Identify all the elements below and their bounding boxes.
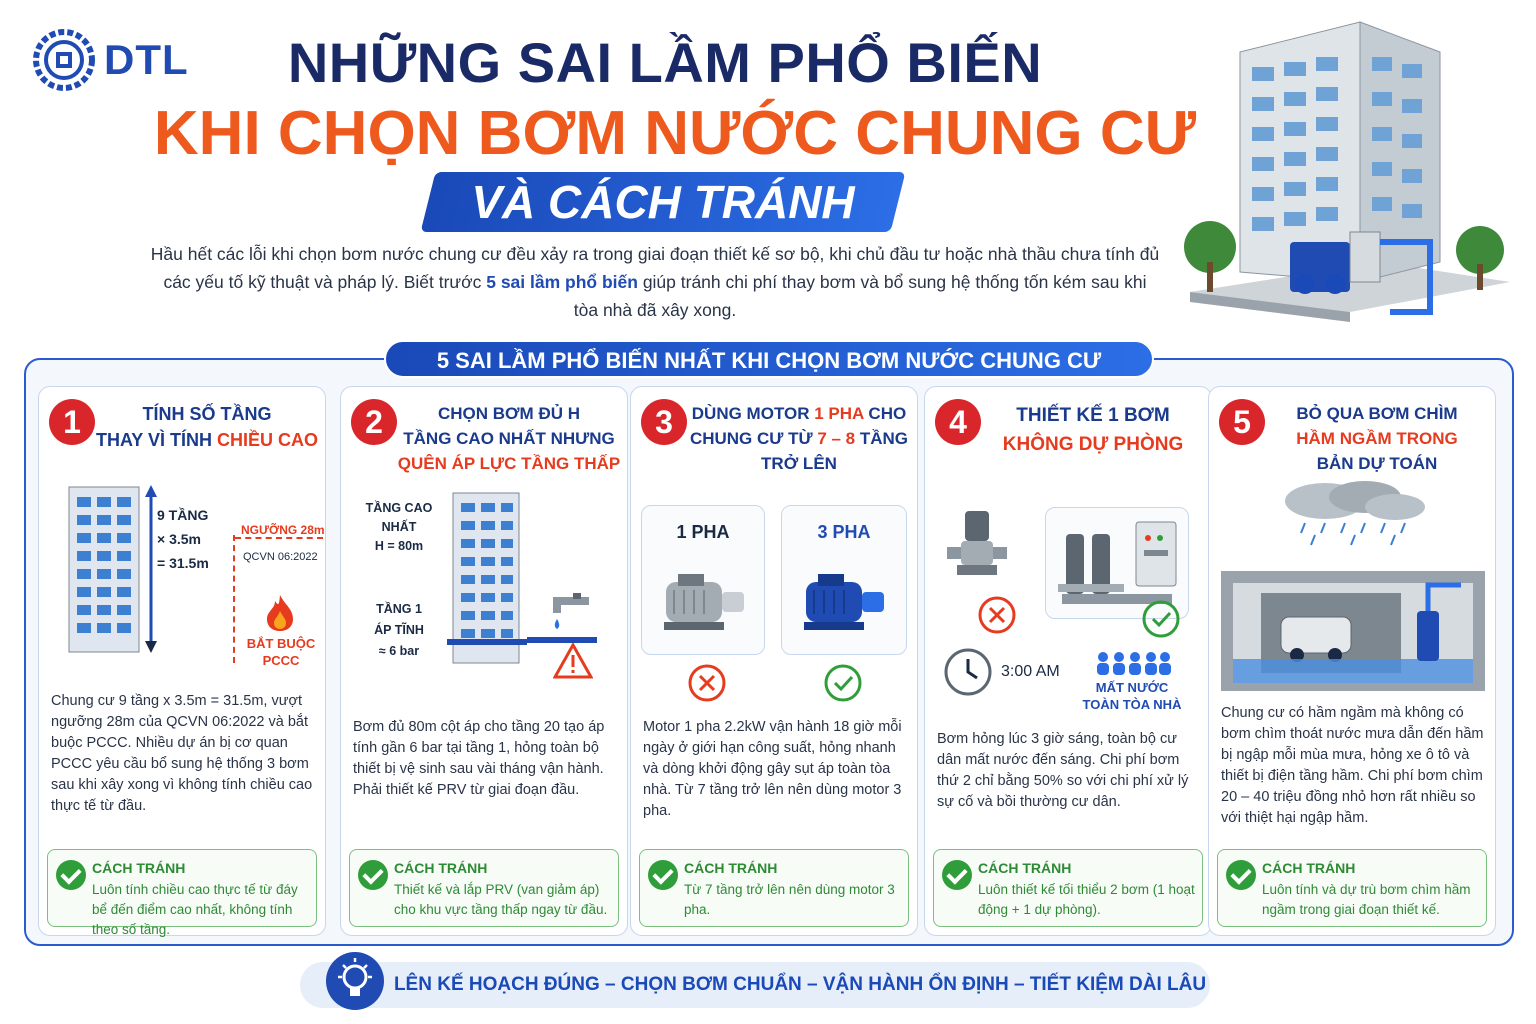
threshold-label: NGƯỠNG 28m [241,523,325,537]
flooded-basement-icon [1221,571,1485,691]
card-description: Chung cư 9 tầng x 3.5m = 31.5m, vượt ngưỡng 28m của QCVN 06:2022 và bắt buộc PCCC. Nhiều dự án bị cơ quan PCCC yêu cầu bổ sung hệ thống 3 bơm sau khi xây xong vì không tính chiều cao thực tế từ đầu. [51,693,313,814]
motor-1-pha-icon [656,568,752,638]
card-description: Chung cư có hầm ngầm mà không có bơm chìm thoát nước mưa dẫn đến hầm bị ngập mỗi mùa mưa, hỏng xe ô tô và thiết bị điện tầng hầm. Chi phí bơm chìm 20 – 40 triệu đồng nhỏ hơn rất nhiều so với thiệt hại ngập hầm. [1221,705,1484,826]
card-description: Bơm đủ 80m cột áp cho tầng 20 tạo áp tính gần 6 bar tại tầng 1, hỏng toàn bộ thiết bị vệ sinh sau vài tháng vận hành. Phải thiết kế PRV từ giai đoạn đầu. [353,719,605,798]
mistake-card-1 [38,386,326,936]
apartment-building-illustration [1180,12,1520,332]
card-title: CHỌN BƠM ĐỦ H TẦNG CAO NHẤT NHƯNG QUÊN ÁP LỰC TẦNG THẤP [397,404,621,473]
check-icon [56,860,86,890]
wrong-icon [687,663,727,703]
top-floor-label: TẦNG CAO NHẤT H = 80m [365,501,433,553]
card-number: 4 [935,399,981,445]
total-height-label: = 31.5m [157,555,209,571]
brand-name: DTL [104,36,189,83]
avoid-label: CÁCH TRÁNH [92,860,186,876]
tall-building-icon [447,489,527,669]
faucet-icon [551,593,601,633]
footer-slogan: LÊN KẾ HOẠCH ĐÚNG – CHỌN BƠM CHUẨN – VẬN HÀNH ỔN ĐỊNH – TIẾT KIỆM DÀI LÂU [393,974,1207,995]
avoid-label: CÁCH TRÁNH [394,860,488,876]
water-loss-label: MẤT NƯỚC TOÀN TÒA NHÀ [1082,680,1182,712]
avoid-label: CÁCH TRÁNH [978,860,1072,876]
residents-icon [1093,649,1173,679]
mistake-card-4 [924,386,1212,936]
motor-3-pha-icon [796,568,892,638]
avoid-label: CÁCH TRÁNH [1262,860,1356,876]
single-pump-icon [947,507,1007,587]
mistake-card-3 [630,386,918,936]
avoid-text: Thiết kế và lắp PRV (van giảm áp) cho khu vực tầng thấp ngay từ đầu. [394,882,608,917]
intro-highlight: 5 sai lầm phổ biến [486,272,638,292]
ribbon-title: VÀ CÁCH TRÁNH [471,176,855,228]
card-title: BỎ QUA BƠM CHÌM HẦM NGẦM TRONG BẢN DỰ TOÁN [1296,404,1458,473]
avoid-box [1217,849,1487,927]
fire-icon [263,593,297,633]
correct-icon [823,663,863,703]
option-3-pha [781,505,907,655]
clock-icon [943,647,993,697]
time-label: 3:00 AM [1001,663,1060,680]
warning-icon [553,643,593,679]
avoid-text: Từ 7 tầng trở lên nên dùng motor 3 pha. [684,882,895,917]
avoid-text: Luôn thiết kế tối thiểu 2 bơm (1 hoạt động + 1 dự phòng). [978,882,1195,917]
avoid-box [349,849,619,927]
correct-icon [1141,599,1181,639]
mistake-card-2 [340,386,628,936]
avoid-box [933,849,1203,927]
card-title: DÙNG MOTOR 1 PHA CHO CHUNG CƯ TỪ 7 – 8 TẦNG TRỞ LÊN [689,404,909,473]
intro-paragraph: Hầu hết các lỗi khi chọn bơm nước chung cư đều xảy ra trong giai đoạn thiết kế sơ bộ, khi chủ đầu tư hoặc nhà thầu chưa tính đủ các yếu tố kỹ thuật và pháp lý. Biết trước 5 sai lầm phổ biến giúp tránh chi phí thay bơm và bổ sung hệ thống tốn kém sau khi tòa nhà đã xây xong. [150,244,1160,320]
floor-height-label: × 3.5m [157,531,201,547]
card-description: Motor 1 pha 2.2kW vận hành 18 giờ mỗi ngày ở giới hạn công suất, hỏng nhanh và dòng khởi động gây sụt áp toàn tòa nhà. Từ 7 tầng trở lên nên dùng motor 3 pha. [643,719,902,819]
card-number: 1 [49,399,95,445]
floors-label: 9 TẦNG [157,507,209,523]
lightbulb-icon [326,952,384,1010]
low-floor-label: TẦNG 1 ÁP TĨNH ≈ 6 bar [374,602,424,658]
footer-icon-badge [326,952,384,1010]
card-number: 2 [351,399,397,445]
rain-cloud-icon [1265,479,1435,549]
card-number: 5 [1219,399,1265,445]
threshold-line [235,537,323,539]
avoid-text: Luôn tính và dự trù bơm chìm hầm ngầm trong giai đoạn thiết kế. [1262,882,1471,917]
check-icon [648,860,678,890]
card-title: TÍNH SỐ TẦNG THAY VÌ TÍNH CHIỀU CAO [95,404,319,450]
title-line-2: KHI CHỌN BƠM NƯỚC CHUNG CƯ [153,99,1197,168]
title-line-1: NHỮNG SAI LẦM PHỔ BIẾN [287,31,1043,94]
card-number: 3 [641,399,687,445]
option-label: 3 PHA [817,522,871,542]
check-icon [1226,860,1256,890]
check-icon [942,860,972,890]
wrong-icon [977,595,1017,635]
check-icon [358,860,388,890]
card-title: THIẾT KẾ 1 BƠM KHÔNG DỰ PHÒNG [1002,405,1184,455]
avoid-box [639,849,909,927]
card-description: Bơm hỏng lúc 3 giờ sáng, toàn bộ cư dân mất nước đến sáng. Chi phí bơm thứ 2 chỉ bằng 50% so với chi phí xử lý sự cố và bồi thường cư dân. [937,731,1189,810]
avoid-box [47,849,317,937]
avoid-text: Luôn tính chiều cao thực tế từ đáy bể đến điểm cao nhất, không tính theo số tầng. [92,882,298,937]
section-title: 5 SAI LẦM PHỔ BIẾN NHẤT KHI CHỌN BƠM NƯỚC CHUNG CƯ [384,340,1154,378]
mistake-card-5 [1208,386,1496,936]
pccc-label: BẮT BUỘC PCCC [246,636,316,668]
option-label: 1 PHA [676,522,730,542]
standard-label: QCVN 06:2022 [243,551,318,563]
avoid-label: CÁCH TRÁNH [684,860,778,876]
threshold-vline [233,535,235,663]
option-1-pha [641,505,765,655]
